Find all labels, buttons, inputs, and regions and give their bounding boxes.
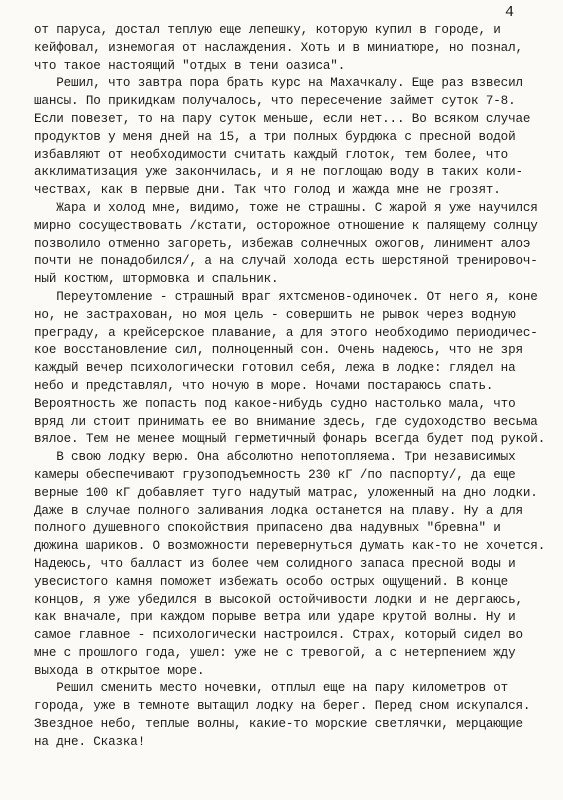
text-line: на дне. Сказка!	[34, 734, 146, 749]
text-line: кое восстановление сил, полноценный сон. Очень надеюсь, что не зря	[34, 343, 523, 358]
text-line: Звездное небо, теплые волны, какие-то морские светлячки, мерцающие	[34, 717, 523, 732]
text-line: от паруса, достал теплую еще лепешку, которую купил в городе, и	[34, 23, 501, 37]
text-line: выхода в открытое море.	[34, 663, 205, 678]
text-line: но, не застрахован, но моя цель - совершить не рывок через водную	[34, 307, 516, 322]
text-line: мне с прошлого года, ушел: уже не с тревогой, а с нетерпением жду	[34, 645, 516, 660]
body-text	[34, 22, 551, 752]
text-line: Вероятность же попасть под какое-нибудь судно настолько мала, что	[34, 396, 516, 411]
text-line: как вначале, при каждом порыве ветра или ударе крутой волны. Ну и	[34, 610, 516, 625]
text-line: камеры обеспечивают грузоподъемность 230 кГ /по паспорту/, да еще	[34, 467, 516, 482]
text-line: кейфовал, изнемогая от наслаждения. Хоть и в миниатюре, но познал,	[34, 40, 523, 55]
text-line: полного душевного спокойствия припасено два надувных "бревна" и	[34, 521, 501, 536]
text-line: города, уже в темноте вытащил лодку на берег. Перед сном искупался.	[34, 699, 531, 714]
text-line: ный костюм, штормовка и спальник.	[34, 272, 279, 287]
text-line: небо и представлял, что ночую в море. Ночами постараюсь спать.	[34, 378, 494, 393]
text-line: В свою лодку верю. Она абсолютно непотопляема. Три независимых	[34, 450, 516, 465]
text-line: Если повезет, то на пару суток меньше, если нет... Во всяком случае	[34, 111, 531, 126]
text-line: верные 100 кГ добавляет туго надутый матрас, уложенный на дно лодки.	[34, 485, 538, 500]
text-line: самое главное - психологически настроился. Страх, который сидел во	[34, 628, 523, 643]
text-line: вялое. Тем не менее мощный герметичный фонарь всегда будет под рукой.	[34, 432, 546, 447]
text-line: концов, я уже убедился в высокой остойчивости лодки и не дергаюсь,	[34, 592, 523, 607]
text-line: Переутомление - страшный враг яхтсменов-одиночек. От него я, коне	[34, 289, 538, 304]
text-line: акклиматизация уже закончилась, и я не поглощаю воду в таких коли-	[34, 165, 523, 180]
text-line: вряд ли стоит принимать ее во внимание здесь, где судоходство весьма	[34, 414, 538, 429]
text-line: позволило отменно загореть, избежав солнечных ожогов, линимент алоэ	[34, 236, 531, 251]
text-line: увесистого камня поможет избежать особо острых ощущений. В конце	[34, 574, 509, 589]
text-line: что такое настоящий "отдых в тени оазиса".	[34, 58, 346, 73]
text-line: продуктов у меня дней на 15, а три полных бурдюка с пресной водой	[34, 129, 516, 144]
text-line: шансы. По прикидкам получалось, что пересечение займет суток 7-8.	[34, 94, 516, 109]
text-line: чествах, как в первые дни. Так что голод и жажда мне не грозят.	[34, 183, 501, 198]
text-line: каждый вечер психологически готовил себя, лежа в лодке: глядел на	[34, 361, 516, 376]
text-line: почти не понадобился/, а на случай холода есть шерстяной тренировоч-	[34, 254, 538, 269]
text-line: Жара и холод мне, видимо, тоже не страшны. С жарой я уже научился	[34, 200, 538, 215]
text-line: Даже в случае полного заливания лодка останется на плаву. Ну а для	[34, 503, 523, 518]
text-line: дюжина шариков. О возможности перевернуться думать как-то не хочется.	[34, 539, 546, 554]
text-line: Решил сменить место ночевки, отплыл еще на пару километров от	[34, 681, 509, 696]
text-line: Надеюсь, что балласт из более чем солидного запаса пресной воды и	[34, 556, 516, 571]
text-line: избавляют от необходимости считать каждый глоток, тем более, что	[34, 147, 509, 162]
text-line: Решил, что завтра пора брать курс на Махачкалу. Еще раз взвесил	[34, 76, 523, 91]
text-line: преграду, а крейсерское плавание, а для этого необходимо периодичес-	[34, 325, 538, 340]
page-number: 4	[505, 4, 515, 21]
text-line: мирно сосуществовать /кстати, осторожное отношение к палящему солнцу	[34, 218, 538, 233]
